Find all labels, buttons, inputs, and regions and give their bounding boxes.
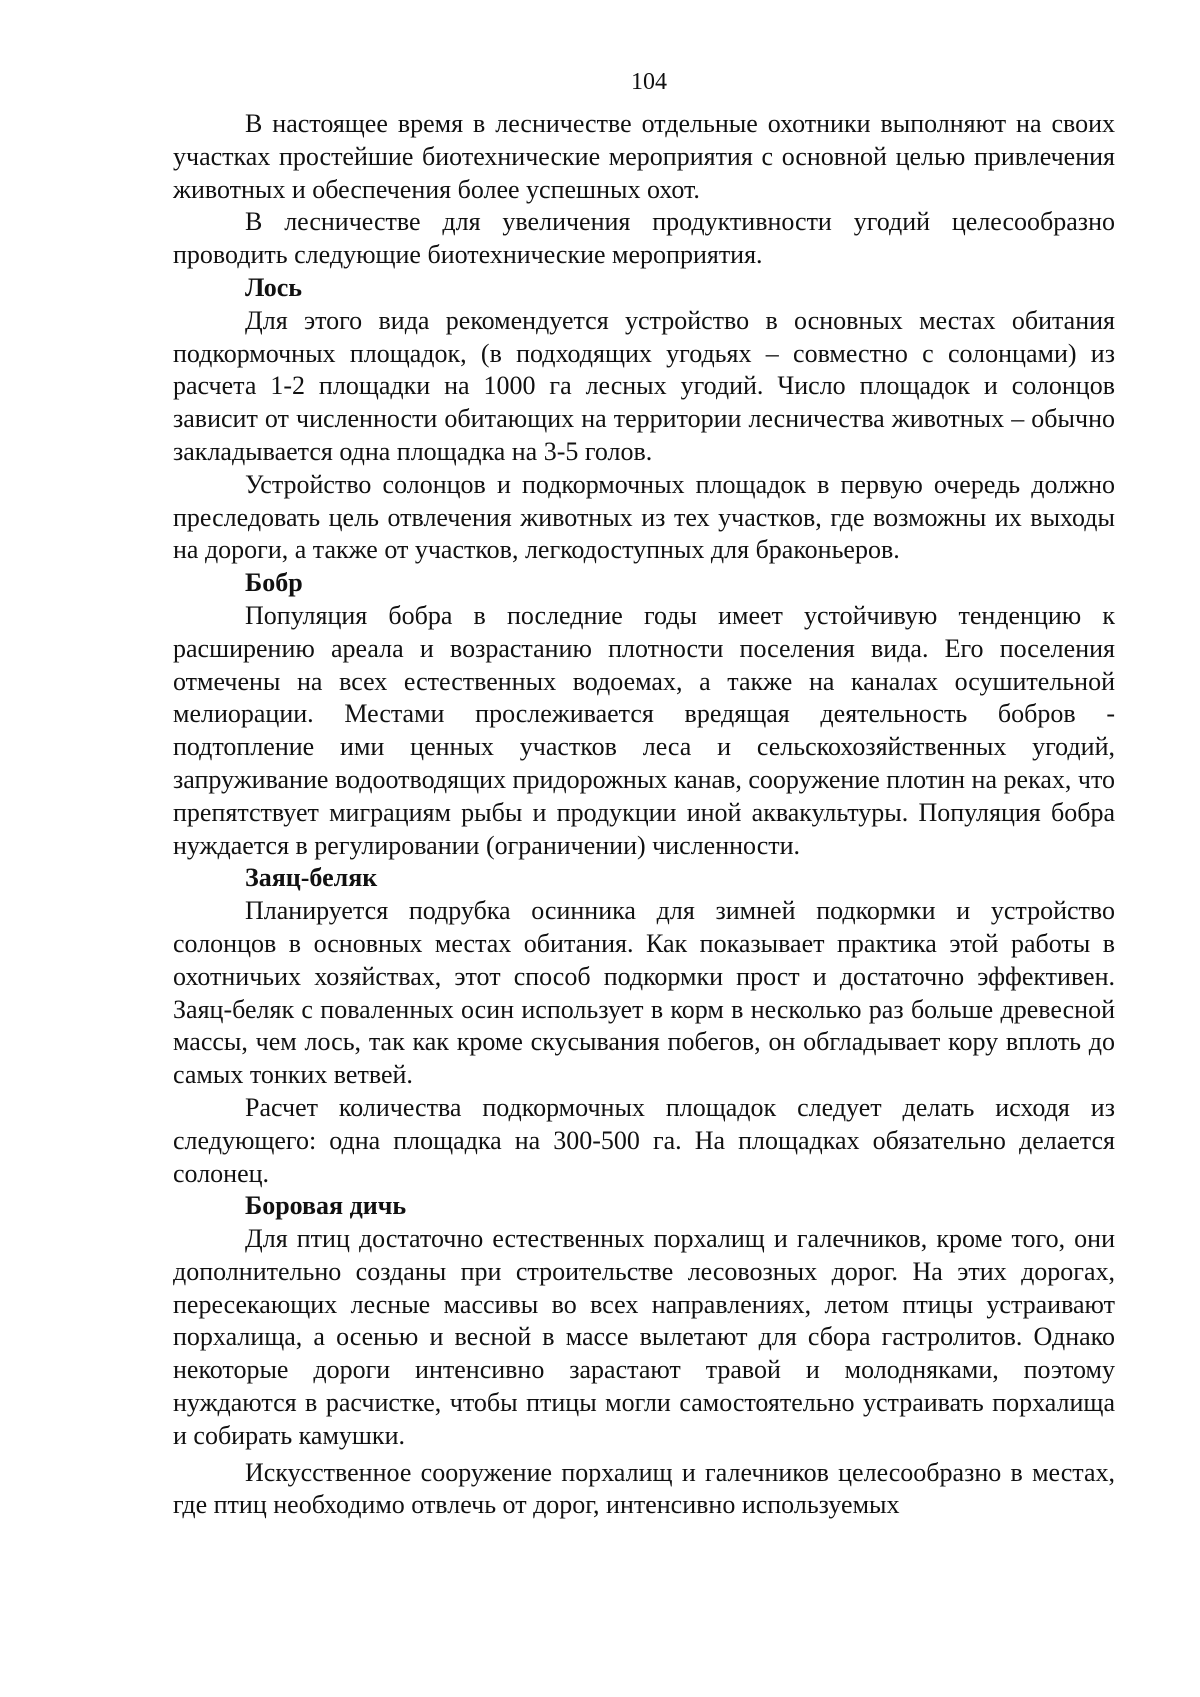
paragraph-elk-1: Для этого вида рекомендуется устройство в основных местах обитания подкормочных площадок, (в подходящих угодьях – совместно с солонцами) из расчета 1-2 площадки на 1000 га лесных угодий. Число площадок и солонцов зависит от численности обитающих на территории лесничества животных – обычно закладывается одна площадка на 3-5 голов. bbox=[173, 305, 1115, 466]
document-page bbox=[173, 70, 1115, 1522]
document-body bbox=[173, 108, 1115, 1522]
paragraph-hare-1: Планируется подрубка осинника для зимней подкормки и устройство солонцов в основных местах обитания. Как показывает практика этой работы в охотничьих хозяйствах, этот способ подкормки прост и достаточно эффективен. Заяц-беляк с поваленных осин использует в корм в несколько раз больше древесной массы, чем лось, так как кроме скусывания побегов, он обгладывает кору вплоть до самых тонких ветвей. bbox=[173, 896, 1115, 1090]
paragraph-grouse-2: Искусственное сооружение порхалищ и галечников целесообразно в местах, где птиц необходимо отвлечь от дорог, интенсивно используемых bbox=[173, 1457, 1115, 1520]
paragraph-hare-2: Расчет количества подкормочных площадок следует делать исходя из следующего: одна площадка на 300-500 га. На площадках обязательно делается солонец. bbox=[173, 1092, 1115, 1188]
paragraph-intro-2: В лесничестве для увеличения продуктивности угодий целесообразно проводить следующие биотехнические мероприятия. bbox=[173, 207, 1115, 270]
section-heading-beaver: Бобр bbox=[245, 568, 303, 598]
paragraph-beaver-1: Популяция бобра в последние годы имеет устойчивую тенденцию к расширению ареала и возрастанию плотности поселения вида. Его поселения отмечены на всех естественных водоемах, а также на каналах осушительной мелиорации. Местами прослеживается вредящая деятельность бобров - подтопление ими ценных участков леса и сельскохозяйственных угодий, запруживание водоотводящих придорожных канав, сооружение плотин на реках, что препятствует миграциям рыбы и продукции иной аквакультуры. Популяция бобра нуждается в регулировании (ограничении) численности. bbox=[173, 600, 1115, 860]
section-heading-elk: Лось bbox=[245, 272, 303, 302]
page-number: 104 bbox=[631, 69, 667, 95]
section-heading-grouse: Боровая дичь bbox=[245, 1191, 407, 1221]
paragraph-elk-2: Устройство солонцов и подкормочных площадок в первую очередь должно преследовать цель отвлечения животных из тех участков, где возможны их выходы на дороги, а также от участков, легкодоступных для браконьеров. bbox=[173, 469, 1115, 565]
paragraph-intro-1: В настоящее время в лесничестве отдельные охотники выполняют на своих участках простейшие биотехнические мероприятия с основной целью привлечения животных и обеспечения более успешных охот. bbox=[173, 109, 1115, 204]
section-heading-hare: Заяц-беляк bbox=[245, 863, 378, 893]
paragraph-grouse-1: Для птиц достаточно естественных порхалищ и галечников, кроме того, они дополнительно созданы при строительстве лесовозных дорог. На этих дорогах, пересекающих лесные массивы во всех направлениях, летом птицы устраивают порхалища, а осенью и весной в массе вылетают для сбора гастролитов. Однако некоторые дороги интенсивно зарастают травой и молодняками, поэтому нуждаются в расчистке, чтобы птицы могли самостоятельно устраивать порхалища и собирать камушки. bbox=[173, 1224, 1115, 1450]
